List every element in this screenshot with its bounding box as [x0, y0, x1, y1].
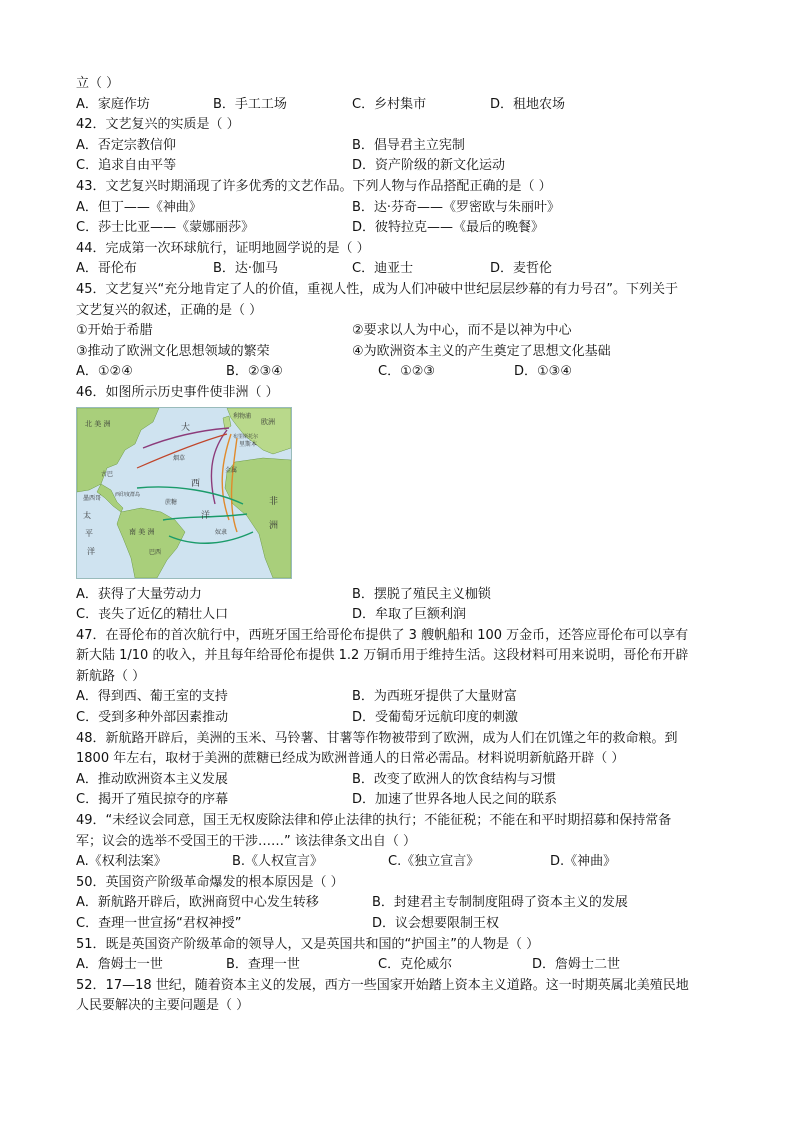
q45-option-b[interactable]: B．②③④ — [226, 364, 283, 380]
q49-stem-line1: 49．“未经议会同意，国王无权废除法律和停止法律的执行；不能征税；不能在和平时期招募和保持常备 — [76, 813, 672, 829]
q48-stem-line2: 1800 年左右，取材于美洲的蔗糖已经成为欧洲普通人的日常必需品。材料说明新航路开辟（ ） — [76, 751, 625, 767]
map-label-liverpool: 利物浦 — [233, 412, 252, 420]
q41-option-d[interactable]: D．租地农场 — [490, 96, 566, 112]
q50-option-c[interactable]: C．查理一世宣扬“君权神授” — [76, 916, 242, 931]
q46-stem: 46．如图所示历史事件使非洲（ ） — [76, 384, 279, 400]
q51-stem: 51．既是英国资产阶级革命的领导人，又是英国共和国的“护国主”的人物是（ ） — [76, 936, 540, 952]
q50-stem: 50．英国资产阶级革命爆发的根本原因是（ ） — [76, 874, 344, 890]
q41-continuation: 立（ ） — [76, 76, 120, 91]
map-label-tobacco: 烟草 — [173, 454, 186, 462]
q52-stem-line1: 52．17—18 世纪，随着资本主义的发展，西方一些国家开始踏上资本主义道路。这一时期英属北美殖民地 — [76, 977, 689, 993]
map-label-metals: 金属 — [225, 466, 238, 474]
q52-stem-line2: 人民要解决的主要问题是（ ） — [76, 998, 250, 1014]
q43-option-b[interactable]: B．达·芬奇——《罗密欧与朱丽叶》 — [352, 199, 561, 215]
q51-option-b[interactable]: B．查理一世 — [226, 957, 300, 973]
q45-stem-line2: 文艺复兴的叙述，正确的是（ ） — [76, 302, 263, 318]
q46-option-a[interactable]: A．获得了大量劳动力 — [76, 586, 202, 602]
q42-option-a[interactable]: A．否定宗教信仰 — [76, 137, 176, 153]
q45-option-c[interactable]: C．①②③ — [378, 364, 436, 380]
q48-stem-line1: 48．新航路开辟后，美洲的玉米、马铃薯、甘薯等作物被带到了欧洲，成为人们在饥馑之年的救命粮。到 — [76, 730, 678, 746]
q44-option-b[interactable]: B．达·伽马 — [213, 261, 279, 277]
triangular-trade-map — [76, 407, 292, 579]
q46-option-b[interactable]: B．摆脱了殖民主义枷锁 — [352, 586, 491, 602]
q45-item-3: ③推动了欧洲文化思想领域的繁荣 — [76, 343, 270, 359]
map-label-bristol: 布里斯托尔 — [233, 433, 259, 440]
q45-item-2: ②要求以人为中心，而不是以神为中心 — [352, 323, 572, 339]
q47-stem-line2: 新大陆 1/10 的收入，并且每年给哥伦布提供 1.2 万铜币用于维持生活。这段材料可用来说明，哥伦布开辟 — [76, 648, 689, 664]
q43-option-c[interactable]: C．莎士比亚——《蒙娜丽莎》 — [76, 220, 255, 236]
q42-stem: 42．文艺复兴的实质是（ ） — [76, 117, 240, 133]
q43-stem: 43．文艺复兴时期涌现了许多优秀的文艺作品。下列人物与作品搭配正确的是（ ） — [76, 178, 552, 194]
map-label-tai: 太 — [83, 510, 91, 520]
map-label-north-america: 北 美 洲 — [85, 419, 111, 428]
q41-options — [76, 95, 726, 116]
q48-option-b[interactable]: B．改变了欧洲人的饮食结构与习惯 — [352, 771, 556, 787]
q45-option-d[interactable]: D．①③④ — [514, 364, 572, 380]
q44-stem: 44．完成第一次环球航行，证明地圆学说的是（ ） — [76, 240, 370, 256]
q48-option-a[interactable]: A．推动欧洲资本主义发展 — [76, 771, 228, 787]
map-label-europe: 欧洲 — [261, 417, 275, 426]
q49-option-a[interactable]: A.《权利法案》 — [76, 854, 167, 870]
q47-option-d[interactable]: D．受葡萄牙远航印度的刺激 — [352, 710, 519, 726]
q45-stem-line1: 45．文艺复兴“充分地肯定了人的价值，重视人性，成为人们冲破中世纪层层纱幕的有力号召”。下列关于 — [76, 281, 679, 297]
map-label-sugar: 蔗糖 — [165, 498, 178, 506]
q50-option-b[interactable]: B．封建君主专制制度阻碍了资本主义的发展 — [372, 895, 628, 911]
map-label-brazil: 巴西 — [149, 548, 162, 556]
q49-stem-line2: 军；议会的选举不受国王的干涉……” 该法律条文出自（ ） — [76, 833, 416, 849]
map-label-fei: 非 — [269, 496, 279, 507]
map-label-lisbon: 里斯本 — [239, 440, 258, 448]
map-label-ping: 平 — [85, 528, 93, 538]
q47-option-b[interactable]: B．为西班牙提供了大量财富 — [352, 689, 517, 705]
q44-option-d[interactable]: D．麦哲伦 — [490, 261, 553, 277]
q42-option-c[interactable]: C．追求自由平等 — [76, 158, 177, 174]
map-label-cuba: 古巴 — [101, 470, 114, 478]
map-label-slaves: 奴隶 — [215, 528, 228, 536]
q44-option-a[interactable]: A．哥伦布 — [76, 261, 137, 277]
q45-item-4: ④为欧洲资本主义的产生奠定了思想文化基础 — [352, 343, 611, 359]
map-label-pacific-yang: 洋 — [87, 546, 95, 556]
q51-option-a[interactable]: A．詹姆士一世 — [76, 957, 163, 973]
map-label-xi: 西 — [191, 478, 201, 489]
q41-option-b[interactable]: B．手工工场 — [213, 96, 287, 112]
q43-option-d[interactable]: D．彼特拉克——《最后的晚餐》 — [352, 220, 545, 236]
q41-option-a[interactable]: A．家庭作坊 — [76, 96, 150, 112]
exam-page — [76, 74, 726, 1017]
q45-item-1: ①开始于希腊 — [76, 323, 153, 339]
q49-option-b[interactable]: B.《人权宣言》 — [232, 854, 324, 870]
q49-option-d[interactable]: D.《神曲》 — [550, 854, 617, 870]
q50-option-d[interactable]: D．议会想要限制王权 — [372, 916, 500, 931]
q51-option-c[interactable]: C．克伦威尔 — [378, 957, 453, 973]
q47-option-c[interactable]: C．受到多种外部因素推动 — [76, 710, 229, 726]
q50-option-a[interactable]: A．新航路开辟后，欧洲商贸中心发生转移 — [76, 895, 319, 911]
q42-option-b[interactable]: B．倡导君主立宪制 — [352, 137, 465, 153]
q43-option-a[interactable]: A．但丁——《神曲》 — [76, 199, 202, 215]
q46-option-d[interactable]: D．牟取了巨额利润 — [352, 607, 467, 623]
q47-stem-line1: 47．在哥伦布的首次航行中，西班牙国王给哥伦布提供了 3 艘帆船和 100 万金币，还答应哥伦布可以享有 — [76, 627, 689, 643]
q51-option-d[interactable]: D．詹姆士二世 — [532, 957, 621, 973]
q45-option-a[interactable]: A．①②④ — [76, 364, 133, 380]
q46-option-c[interactable]: C．丧失了近亿的精壮人口 — [76, 607, 229, 623]
map-label-south-america: 南 美 洲 — [129, 527, 155, 536]
map-label-zhou: 洲 — [269, 520, 279, 531]
map-label-da: 大 — [181, 422, 191, 433]
map-label-west-indies: 西印度群岛 — [115, 491, 141, 498]
q47-option-a[interactable]: A．得到西、葡王室的支持 — [76, 689, 228, 705]
q48-option-c[interactable]: C．揭开了殖民掠夺的序幕 — [76, 792, 229, 808]
q42-option-d[interactable]: D．资产阶级的新文化运动 — [352, 158, 506, 174]
q47-stem-line3: 新航路（ ） — [76, 668, 146, 684]
q48-option-d[interactable]: D．加速了世界各地人民之间的联系 — [352, 792, 558, 808]
q41-option-c[interactable]: C．乡村集市 — [352, 96, 427, 112]
map-label-mexico: 墨西哥 — [83, 494, 102, 502]
q44-option-c[interactable]: C．迪亚士 — [352, 261, 414, 277]
q49-option-c[interactable]: C.《独立宣言》 — [388, 854, 480, 870]
map-label-yang: 洋 — [201, 510, 211, 521]
